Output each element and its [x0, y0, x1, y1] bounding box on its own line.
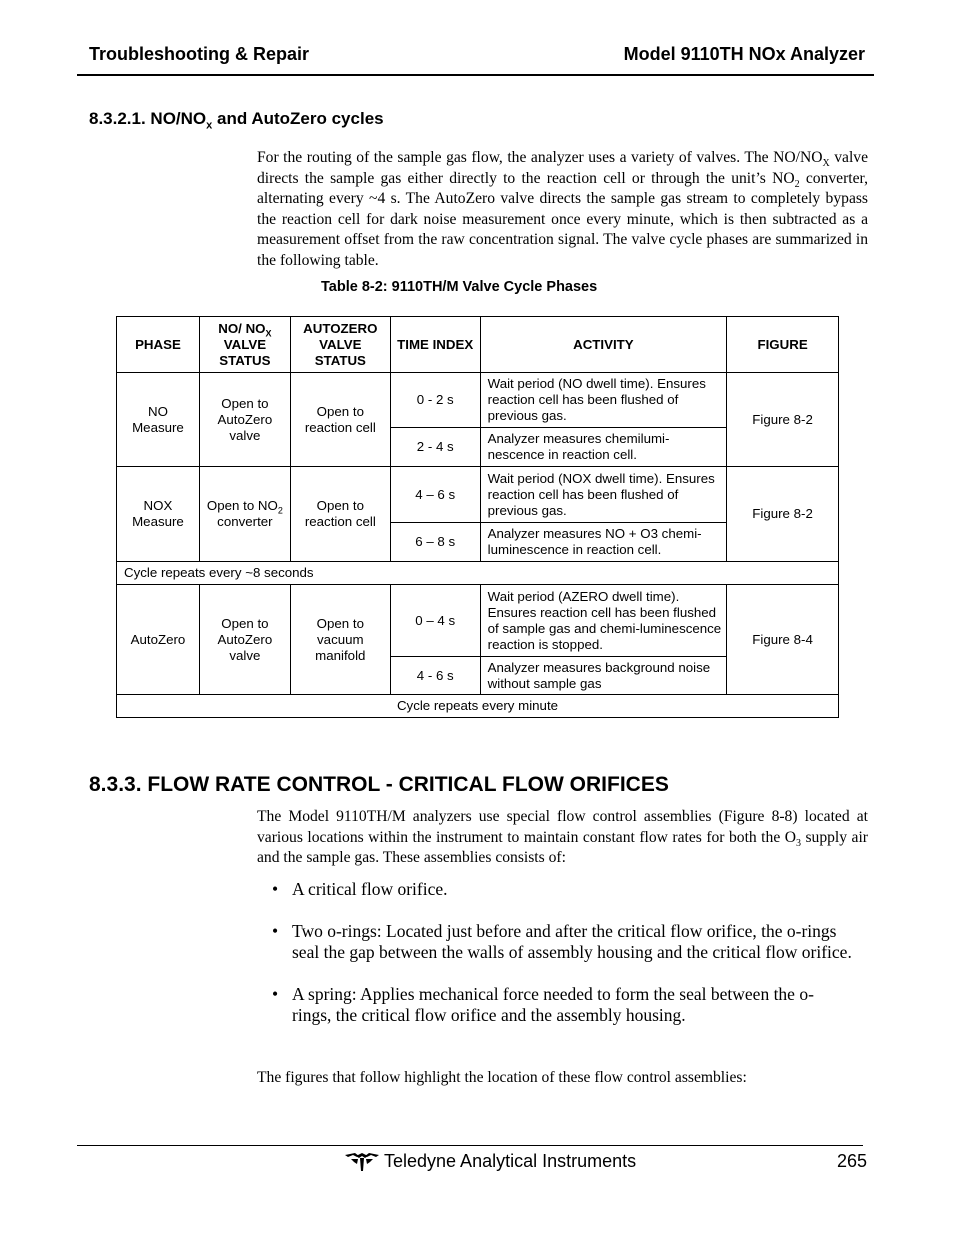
- assembly-parts-list: [272, 879, 852, 1047]
- cell-time: 6 – 8 s: [390, 523, 480, 562]
- para-text: For the routing of the sample gas flow, the analyzer uses a variety of valves. The NO/NO: [257, 149, 823, 166]
- table-caption-text: Table 8-2: 9110TH/M Valve Cycle Phases: [321, 279, 598, 295]
- table-row: [117, 373, 839, 428]
- header-phase: PHASE: [117, 317, 200, 373]
- para-subscript: 2: [794, 178, 800, 190]
- para-subscript: 3: [795, 837, 801, 849]
- cell-phase: AutoZero: [117, 585, 200, 695]
- header-rule: [77, 74, 874, 76]
- page-number: 265: [836, 1151, 867, 1171]
- header-nonox-subscript: X: [265, 328, 272, 339]
- cell-autozero-status: Open to reaction cell: [290, 373, 390, 467]
- cell-autozero-status: Open to vacuum manifold: [290, 585, 390, 695]
- cell-phase: NO Measure: [117, 373, 200, 467]
- cell-figure: Figure 8-2: [727, 467, 839, 562]
- footer-company: Teledyne Analytical Instruments: [384, 1151, 637, 1171]
- cell-cycle-note: Cycle repeats every minute: [117, 695, 839, 718]
- footer-rule: [77, 1145, 863, 1146]
- cell-activity: Analyzer measures NO + O3 chemi-luminescence in reaction cell.: [480, 523, 727, 562]
- cell-time: 0 - 2 s: [390, 373, 480, 428]
- list-item-text: A spring: Applies mechanical force needed to form the seal between the o-rings, the critical flow orifice and the assembly housing.: [292, 983, 814, 1025]
- cell-activity: Wait period (NO dwell time). Ensures reaction cell has been flushed of previous gas.: [480, 373, 727, 428]
- cell-autozero-status: Open to reaction cell: [290, 467, 390, 562]
- bullet-icon: •: [272, 983, 279, 1004]
- header-nonox-text: NO/ NO: [218, 320, 266, 336]
- cell-time: 2 - 4 s: [390, 428, 480, 467]
- header-time-index: TIME INDEX: [390, 317, 480, 373]
- para-subscript: X: [822, 158, 830, 170]
- heading-subscript: x: [206, 119, 213, 132]
- header-nonox-status: VALVE STATUS: [219, 336, 271, 368]
- cell-activity: Analyzer measures chemilumi-nescence in reaction cell.: [480, 428, 727, 467]
- teledyne-logo-icon: [345, 1152, 379, 1172]
- header-nonox-valve: [199, 317, 290, 373]
- section-heading-no-nox-cycles: [89, 109, 384, 131]
- cell-time: 0 – 4 s: [390, 585, 480, 657]
- header-activity: ACTIVITY: [480, 317, 727, 373]
- cell-time: 4 - 6 s: [390, 657, 480, 695]
- section-heading-flow-rate: 8.3.3. FLOW RATE CONTROL - CRITICAL FLOW ORIFICES: [89, 773, 669, 796]
- heading-text: 8.3.2.1. NO/NO: [89, 109, 207, 128]
- cell-nonox-status: Open to AutoZero valve: [199, 373, 290, 467]
- cell-activity: Wait period (NOX dwell time). Ensures reaction cell has been flushed of previous gas.: [480, 467, 727, 523]
- table-header-row: [117, 317, 839, 373]
- cell-phase: NOX Measure: [117, 467, 200, 562]
- list-item: [272, 879, 852, 901]
- valve-cycle-table: [116, 316, 839, 718]
- table-row-cycle-note: [117, 695, 839, 718]
- body-paragraph-closing: The figures that follow highlight the location of these flow control assemblies:: [257, 1069, 747, 1086]
- table-row: [117, 585, 839, 657]
- body-paragraph-valves: [257, 148, 868, 271]
- cell-figure: Figure 8-2: [727, 373, 839, 467]
- cell-nonox-status: Open to AutoZero valve: [199, 585, 290, 695]
- list-item: [272, 921, 852, 964]
- cell-figure: Figure 8-4: [727, 585, 839, 695]
- list-item-text: A critical flow orifice.: [292, 879, 448, 899]
- table-row-cycle-note: [117, 562, 839, 585]
- para-text: valve directs the sample gas either directly to the reaction cell or through the unit’s NO: [257, 149, 869, 187]
- cell-time: 4 – 6 s: [390, 467, 480, 523]
- list-item-text: Two o-rings: Located just before and after the critical flow orifice, the o-rings seal the gap between the walls of assembly housing and the critical flow orifice.: [292, 920, 852, 962]
- header-autozero-valve: AUTOZERO VALVE STATUS: [290, 317, 390, 373]
- running-header-model: Model 9110TH NOx Analyzer: [623, 44, 865, 64]
- cell-text: Open to NO: [206, 498, 278, 513]
- para-text: converter, alternating every ~4 s. The AutoZero valve directs the sample gas stream to completely bypass the reaction cell for dark noise measurement once every minute, which is then subtracted as a measurement offset from the raw concentration signal. The valve cycle phases are summarized in the following table.: [257, 169, 868, 269]
- cell-subscript: 2: [277, 505, 283, 516]
- running-header-section: Troubleshooting & Repair: [89, 44, 310, 64]
- table-row: [117, 467, 839, 523]
- cell-nonox-status: [199, 467, 290, 562]
- bullet-icon: •: [272, 920, 279, 941]
- cell-cycle-note: Cycle repeats every ~8 seconds: [117, 562, 839, 585]
- cell-activity: Analyzer measures background noise without sample gas: [480, 657, 727, 695]
- body-paragraph-flow-control: [257, 807, 868, 869]
- heading-text-rest: and AutoZero cycles: [212, 109, 384, 128]
- para-text: supply air and the sample gas. These assemblies consists of:: [257, 828, 868, 866]
- cell-activity: Wait period (AZERO dwell time). Ensures reaction cell has been flushed of sample gas and chemi-luminescence reaction is stopped.: [480, 585, 727, 657]
- para-text: The Model 9110TH/M analyzers use special flow control assemblies (Figure 8-8) located at various locations within the instrument to maintain constant flow rates for both the O: [257, 808, 868, 846]
- cell-text: converter: [217, 514, 273, 529]
- bullet-icon: •: [272, 879, 279, 899]
- list-item: [272, 984, 852, 1027]
- header-figure: FIGURE: [727, 317, 839, 373]
